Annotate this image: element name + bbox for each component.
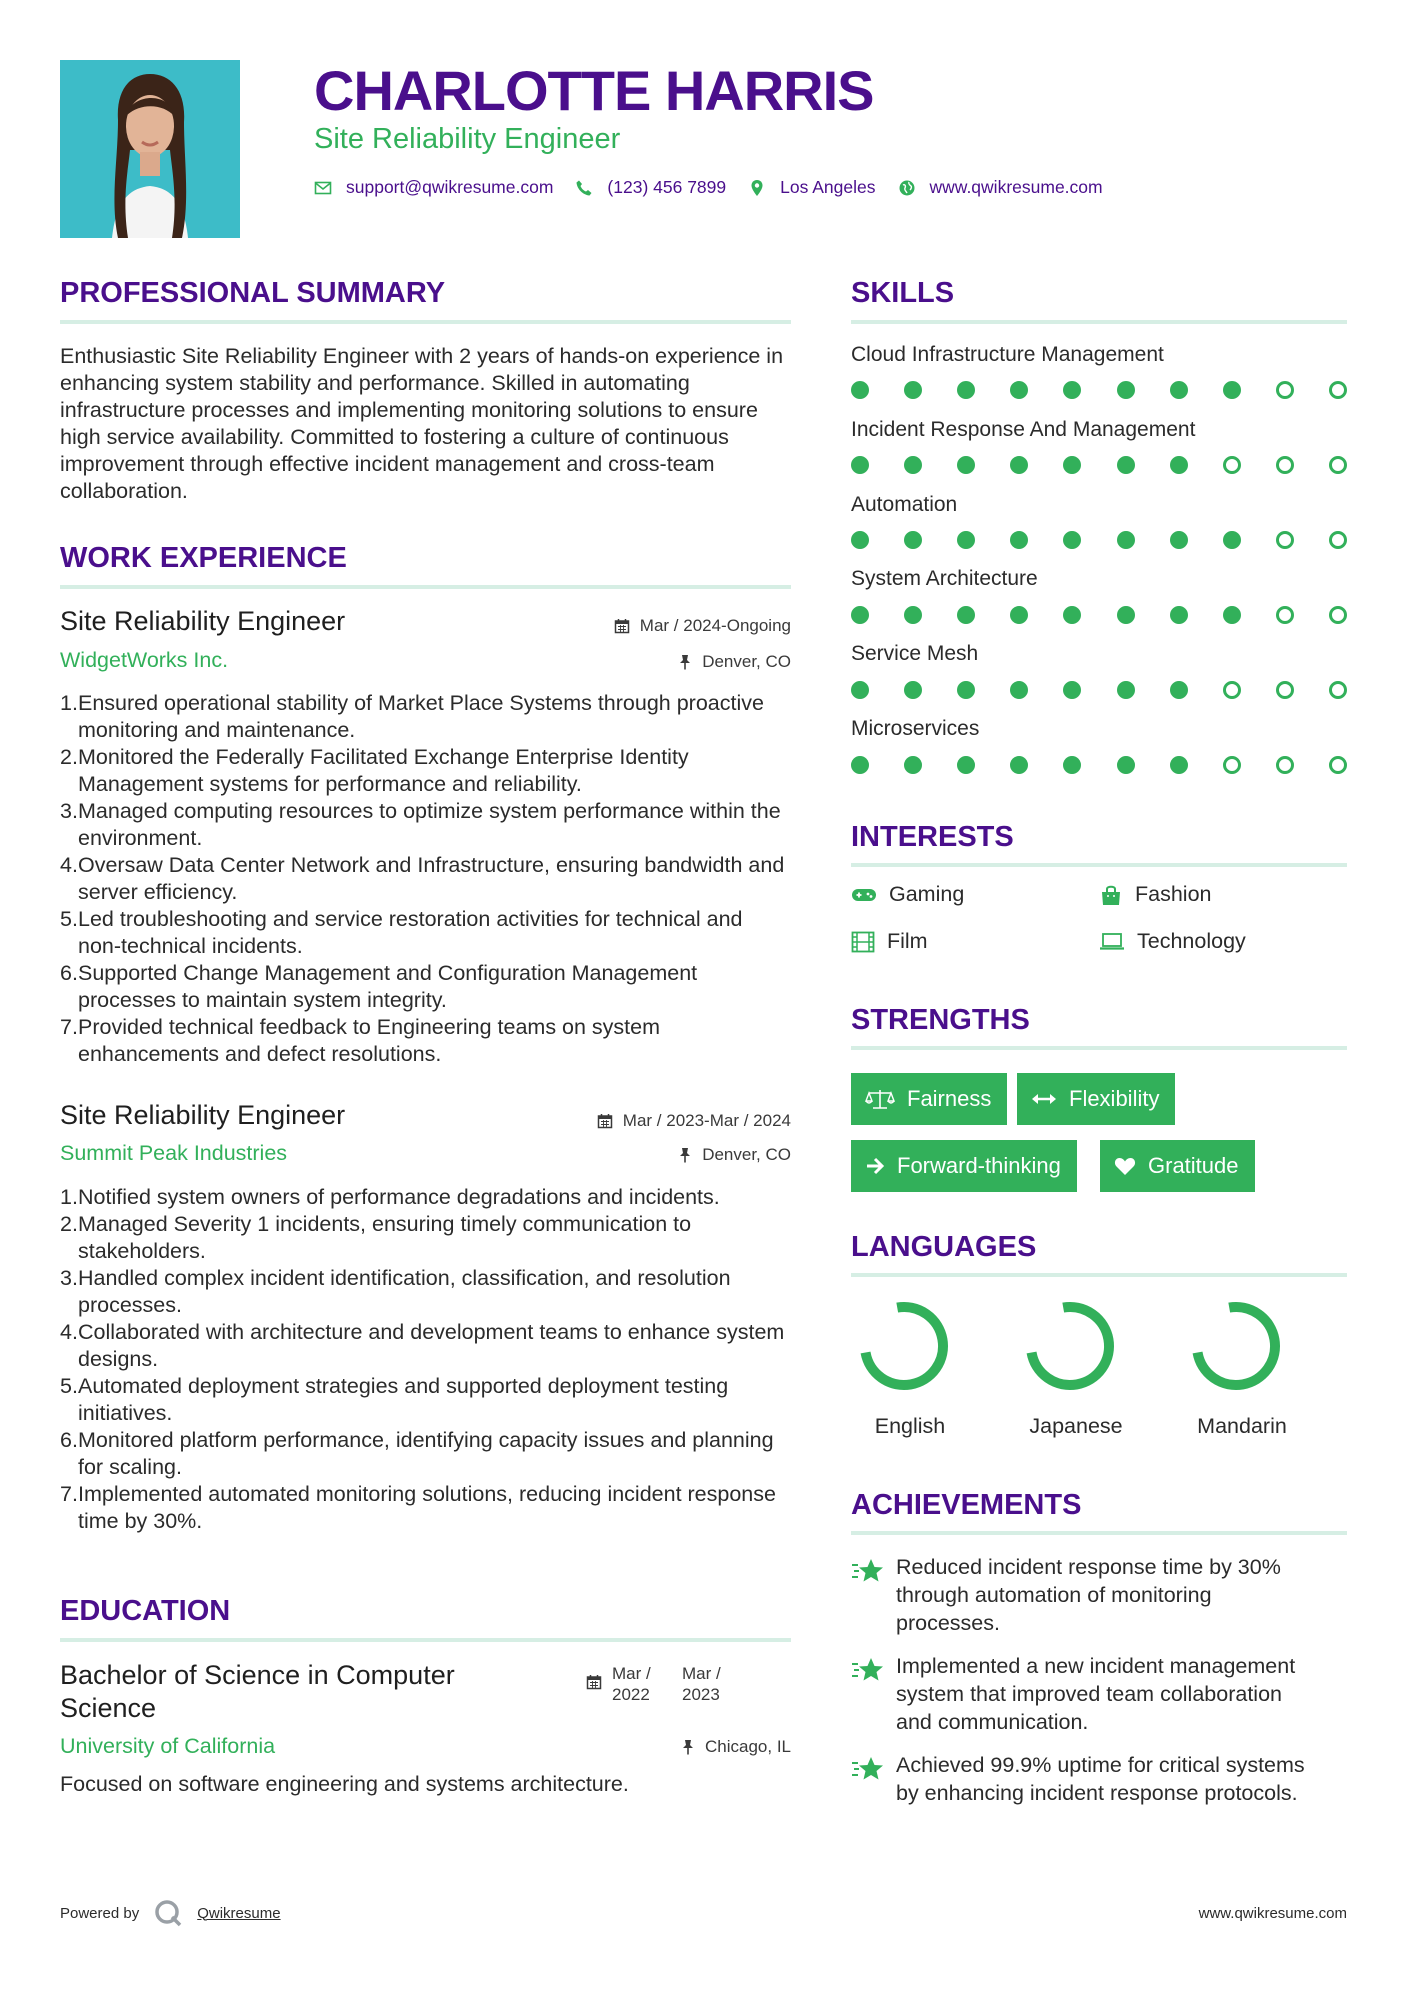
skill-dot-filled — [1117, 606, 1135, 624]
email-text: support@qwikresume.com — [346, 177, 554, 197]
skills-title: SKILLS — [851, 277, 955, 309]
skill-rating — [851, 606, 1347, 626]
powered-by-text: Powered by — [60, 1904, 140, 1922]
profile-photo — [60, 60, 240, 238]
list-item: 3. Managed computing resources to optimize system performance within the environment. — [60, 799, 781, 850]
interests-title: INTERESTS — [851, 821, 1014, 853]
company-name: Summit Peak Industries — [60, 1141, 288, 1165]
languages-divider — [851, 1273, 1347, 1277]
list-item: 7. Provided technical feedback to Engineering teams on system enhancements and defect resolutions. — [60, 1015, 661, 1066]
location-text: Los Angeles — [780, 177, 876, 197]
contact-email[interactable] — [314, 177, 553, 198]
skill-dot-filled — [1010, 381, 1028, 399]
language-gauge — [1024, 1300, 1116, 1392]
skill-dot-empty — [1329, 531, 1347, 549]
experience-divider — [60, 585, 791, 589]
interest-item: Fashion — [1099, 882, 1212, 907]
skill-dot-empty — [1276, 531, 1294, 549]
list-item: 5. Led troubleshooting and service restoration activities for technical and non-technical incidents. — [60, 907, 743, 958]
calendar-icon — [586, 1674, 602, 1690]
calendar-icon — [597, 1113, 613, 1129]
skill-dot-empty — [1329, 606, 1347, 624]
list-item: 6. Supported Change Management and Configuration Management processes to maintain system integrity. — [60, 961, 698, 1012]
skill-dot-empty — [1223, 681, 1241, 699]
summary-text: Enthusiastic Site Reliability Engineer with 2 years of hands-on experience in enhancing system stability and performance. Skilled in automating infrastructure processes and implementing monitoring solutions to ensure high service availability. Committed to fostering a culture of continuous improvement through effective incident management and cross-team collaboration. — [60, 344, 784, 503]
skill-dot-filled — [904, 531, 922, 549]
star-icon — [851, 1656, 885, 1684]
skill-dot-filled — [1117, 756, 1135, 774]
languages-title: LANGUAGES — [851, 1231, 1037, 1263]
list-item: 6. Monitored platform performance, identifying capacity issues and planning for scaling. — [60, 1428, 774, 1479]
education-title: EDUCATION — [60, 1595, 231, 1627]
calendar-icon — [614, 618, 630, 634]
list-item: 3. Handled complex incident identification, classification, and resolution processes. — [60, 1266, 731, 1317]
skill-dot-filled — [1170, 456, 1188, 474]
skill-rating — [851, 531, 1347, 551]
interest-item: Gaming — [851, 882, 964, 907]
skill-dot-filled — [957, 606, 975, 624]
education-divider — [60, 1638, 791, 1642]
job-bullets — [60, 690, 791, 1068]
skill-dot-filled — [1010, 531, 1028, 549]
list-item: 7. Implemented automated monitoring solutions, reducing incident response time by 30%. — [60, 1482, 776, 1533]
star-icon — [851, 1755, 885, 1783]
skill-dot-filled — [1063, 531, 1081, 549]
skill-dot-filled — [851, 756, 869, 774]
skill-dot-filled — [1223, 531, 1241, 549]
skill-rating — [851, 681, 1347, 701]
education-start: Mar / 2022 — [612, 1664, 651, 1704]
list-item: 2. Managed Severity 1 incidents, ensuring timely communication to stakeholders. — [60, 1212, 692, 1263]
strengths-title: STRENGTHS — [851, 1004, 1030, 1036]
skill-dot-filled — [1170, 381, 1188, 399]
contact-location — [748, 177, 875, 198]
skill-dot-filled — [1117, 681, 1135, 699]
skill-rating — [851, 456, 1347, 476]
skill-dot-filled — [957, 456, 975, 474]
footer-website[interactable]: www.qwikresume.com — [1198, 1905, 1347, 1922]
pin-icon — [678, 1147, 692, 1163]
skill-label: Microservices — [851, 717, 980, 740]
education-end: Mar / 2023 — [682, 1664, 721, 1704]
heart-icon — [1114, 1156, 1136, 1176]
list-item: 4. Oversaw Data Center Network and Infrastructure, ensuring bandwidth and server efficiency. — [60, 853, 785, 904]
footer-powered-by — [60, 1898, 281, 1928]
skill-dot-empty — [1329, 456, 1347, 474]
skill-dot-filled — [904, 456, 922, 474]
list-item: 1. Ensured operational stability of Market Place Systems through proactive monitoring and maintenance. — [60, 691, 764, 742]
skill-dot-filled — [1117, 531, 1135, 549]
skill-dot-filled — [904, 756, 922, 774]
skill-dot-filled — [1223, 381, 1241, 399]
language-gauge — [858, 1300, 950, 1392]
skill-dot-filled — [1063, 756, 1081, 774]
skill-dot-filled — [1063, 381, 1081, 399]
strength-tag: Flexibility — [1017, 1073, 1175, 1125]
pin-icon — [681, 1739, 695, 1755]
skill-dot-filled — [851, 681, 869, 699]
job-date-text: Mar / 2023-Mar / 2024 — [622, 1111, 791, 1130]
list-item: 1. Notified system owners of performance degradations and incidents. — [60, 1185, 720, 1209]
skill-label: Automation — [851, 493, 958, 516]
skill-dot-filled — [851, 531, 869, 549]
job-location — [678, 1145, 791, 1165]
skill-label: Incident Response And Management — [851, 418, 1196, 441]
summary-title: PROFESSIONAL SUMMARY — [60, 277, 446, 309]
globe-icon — [898, 179, 916, 197]
strength-tag: Gratitude — [1100, 1140, 1255, 1192]
skill-dot-filled — [851, 456, 869, 474]
skill-dot-filled — [1170, 756, 1188, 774]
skill-dot-filled — [1063, 456, 1081, 474]
skill-dot-empty — [1329, 756, 1347, 774]
skill-dot-empty — [1276, 756, 1294, 774]
strength-tag: Fairness — [851, 1073, 1007, 1125]
skill-dot-filled — [1223, 606, 1241, 624]
language-name: Japanese — [1029, 1414, 1123, 1438]
job-title: Site Reliability Engineer — [60, 1100, 346, 1130]
map-pin-icon — [748, 179, 766, 197]
language-gauge-arc — [1191, 1301, 1281, 1391]
list-item: 5. Automated deployment strategies and supported deployment testing initiatives. — [60, 1374, 729, 1425]
skill-dot-filled — [1010, 456, 1028, 474]
language-gauge-arc — [1025, 1301, 1115, 1391]
contact-website[interactable] — [898, 177, 1103, 198]
job-title: Site Reliability Engineer — [60, 606, 346, 636]
job-date-text: Mar / 2024-Ongoing — [639, 616, 791, 635]
job-location — [678, 652, 791, 672]
shopping-bag-icon — [1099, 884, 1123, 906]
experience-title: WORK EXPERIENCE — [60, 542, 347, 574]
skill-label: Service Mesh — [851, 642, 979, 665]
skill-dot-empty — [1276, 681, 1294, 699]
skill-dot-filled — [904, 606, 922, 624]
arrow-right-icon — [865, 1156, 885, 1176]
pin-icon — [678, 654, 692, 670]
skill-dot-filled — [957, 381, 975, 399]
star-icon — [851, 1557, 885, 1585]
job-bullets — [60, 1184, 791, 1535]
degree-title: Bachelor of Science in Computer Science — [60, 1660, 455, 1723]
skill-dot-empty — [1223, 456, 1241, 474]
job-date — [597, 1111, 791, 1131]
arrows-horizontal-icon — [1031, 1092, 1057, 1106]
skills-divider — [851, 320, 1347, 324]
envelope-icon — [314, 179, 332, 197]
contact-phone[interactable] — [575, 177, 726, 198]
candidate-name: CHARLOTTE HARRIS — [314, 59, 874, 122]
skill-rating — [851, 756, 1347, 776]
skill-dot-filled — [1063, 606, 1081, 624]
contact-bar — [314, 177, 1125, 198]
language-name: English — [874, 1414, 946, 1438]
skill-dot-empty — [1276, 606, 1294, 624]
strength-tag: Forward-thinking — [851, 1140, 1077, 1192]
skill-dot-filled — [851, 381, 869, 399]
skill-dot-filled — [957, 756, 975, 774]
skill-dot-filled — [1010, 756, 1028, 774]
achievement-item: Implemented a new incident management system that improved team collaboration and communication. — [851, 1652, 1351, 1736]
education-location: Chicago, IL — [681, 1737, 791, 1757]
skill-dot-filled — [1117, 381, 1135, 399]
skill-dot-empty — [1329, 681, 1347, 699]
school-name: University of California — [60, 1734, 276, 1758]
interest-item: Technology — [1099, 929, 1246, 954]
skill-rating — [851, 381, 1347, 401]
language-name: Mandarin — [1197, 1414, 1287, 1438]
company-name: WidgetWorks Inc. — [60, 648, 229, 672]
skill-dot-filled — [904, 681, 922, 699]
achievements-title: ACHIEVEMENTS — [851, 1489, 1082, 1521]
education-description: Focused on software engineering and systems architecture. — [60, 1772, 629, 1796]
job-date — [614, 616, 791, 636]
gamepad-icon — [851, 886, 877, 904]
skill-dot-filled — [957, 531, 975, 549]
skill-label: System Architecture — [851, 567, 1038, 590]
skill-dot-empty — [1329, 381, 1347, 399]
skill-dot-empty — [1223, 756, 1241, 774]
skill-dot-filled — [957, 681, 975, 699]
skill-dot-filled — [904, 381, 922, 399]
job-location-text: Denver, CO — [702, 652, 791, 671]
skill-dot-filled — [1170, 531, 1188, 549]
skill-dot-filled — [1170, 681, 1188, 699]
phone-icon — [575, 179, 593, 197]
job-location-text: Denver, CO — [702, 1145, 791, 1164]
skill-dot-filled — [1010, 606, 1028, 624]
skill-dot-filled — [1010, 681, 1028, 699]
language-gauge — [1190, 1300, 1282, 1392]
summary-divider — [60, 320, 791, 324]
phone-text: (123) 456 7899 — [607, 177, 727, 197]
skill-dot-empty — [1276, 456, 1294, 474]
skill-dot-empty — [1276, 381, 1294, 399]
achievement-item: Achieved 99.9% uptime for critical systems by enhancing incident response protocols. — [851, 1751, 1351, 1807]
skill-dot-filled — [1117, 456, 1135, 474]
skill-dot-filled — [1063, 681, 1081, 699]
film-icon — [851, 931, 875, 953]
skill-label: Cloud Infrastructure Management — [851, 343, 1164, 366]
achievements-divider — [851, 1531, 1347, 1535]
interests-divider — [851, 863, 1347, 867]
qwikresume-logo-icon — [153, 1898, 183, 1928]
list-item: 2. Monitored the Federally Facilitated Exchange Enterprise Identity Management systems for performance and reliability. — [60, 745, 689, 796]
interest-item: Film — [851, 929, 928, 954]
language-gauge-arc — [859, 1301, 949, 1391]
education-dates — [586, 1663, 742, 1705]
balance-scale-icon — [865, 1088, 895, 1110]
skill-dot-filled — [1170, 606, 1188, 624]
list-item: 4. Collaborated with architecture and development teams to enhance system designs. — [60, 1320, 785, 1371]
candidate-role: Site Reliability Engineer — [314, 123, 621, 155]
laptop-icon — [1099, 932, 1125, 952]
achievement-item: Reduced incident response time by 30% through automation of monitoring processes. — [851, 1553, 1351, 1637]
strengths-divider — [851, 1046, 1347, 1050]
qwikresume-link[interactable]: Qwikresume — [197, 1904, 281, 1922]
website-text: www.qwikresume.com — [929, 177, 1103, 197]
skill-dot-filled — [851, 606, 869, 624]
